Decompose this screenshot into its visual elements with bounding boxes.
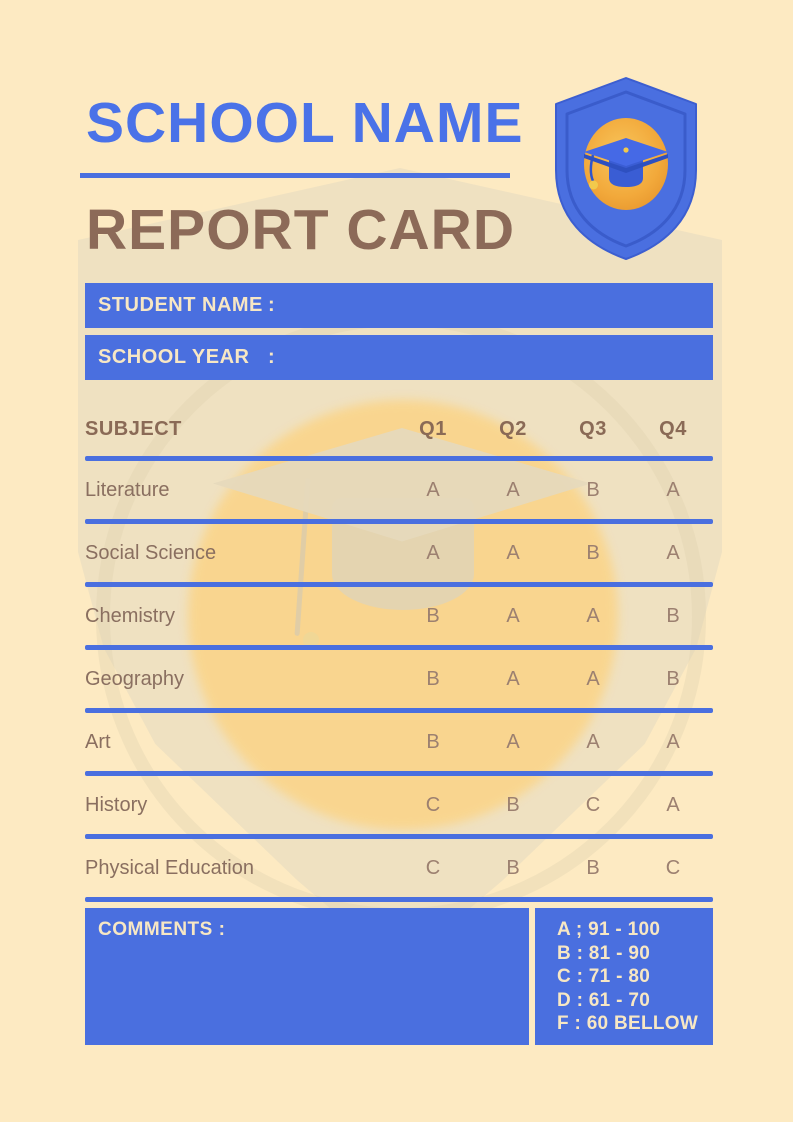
grade-cell: B bbox=[426, 667, 440, 690]
table-row bbox=[85, 461, 713, 519]
school-year-label: SCHOOL YEAR bbox=[98, 346, 250, 368]
grade-cell: A bbox=[666, 730, 680, 753]
table-bottom-divider bbox=[85, 897, 713, 902]
grade-cell: A bbox=[506, 730, 520, 753]
grade-scale-a: A ; 91 - 100 bbox=[557, 919, 661, 940]
grade-scale-box bbox=[535, 908, 713, 1045]
grade-cell: A bbox=[426, 478, 440, 501]
grade-cell: A bbox=[666, 478, 680, 501]
grade-cell: A bbox=[506, 667, 520, 690]
grade-cell: A bbox=[506, 541, 520, 564]
grade-cell: A bbox=[586, 604, 600, 627]
grade-cell: A bbox=[666, 541, 680, 564]
grade-cell: A bbox=[506, 478, 520, 501]
student-name-colon: : bbox=[268, 294, 276, 316]
title-underline bbox=[80, 173, 510, 178]
table-row bbox=[85, 776, 713, 834]
comments-box[interactable] bbox=[85, 908, 529, 1045]
school-year-bar bbox=[85, 335, 713, 380]
table-row bbox=[85, 713, 713, 771]
grade-scale-d: D : 61 - 70 bbox=[557, 989, 651, 1011]
table-row bbox=[85, 650, 713, 708]
q4-column-header: Q4 bbox=[659, 418, 687, 440]
grade-cell: B bbox=[506, 856, 520, 879]
grade-cell: A bbox=[506, 604, 520, 627]
subject-cell: Chemistry bbox=[85, 604, 176, 627]
grade-scale-f: F : 60 BELLOW bbox=[557, 1013, 699, 1034]
subject-cell: Geography bbox=[85, 667, 184, 690]
grade-cell: C bbox=[425, 856, 441, 879]
grade-scale-b: B : 81 - 90 bbox=[557, 942, 651, 964]
grade-cell: B bbox=[666, 667, 680, 690]
student-name-value[interactable] bbox=[275, 283, 713, 328]
grade-cell: B bbox=[666, 604, 680, 627]
subject-cell: Physical Education bbox=[85, 856, 254, 879]
grade-cell: B bbox=[586, 856, 600, 879]
grade-cell: B bbox=[506, 793, 520, 816]
table-header-row bbox=[85, 403, 713, 456]
table-row bbox=[85, 524, 713, 582]
school-year-value[interactable] bbox=[275, 335, 713, 380]
grade-cell: A bbox=[586, 667, 600, 690]
grade-scale-c: C : 71 - 80 bbox=[557, 966, 651, 987]
subject-cell: Social Science bbox=[85, 541, 217, 564]
q1-column-header: Q1 bbox=[419, 418, 447, 440]
comments-label: COMMENTS : bbox=[98, 919, 226, 940]
grade-cell: A bbox=[426, 541, 440, 564]
q3-column-header: Q3 bbox=[579, 418, 607, 440]
subject-cell: Literature bbox=[85, 478, 170, 501]
subject-column-header: SUBJECT bbox=[85, 418, 182, 440]
subject-cell: Art bbox=[85, 730, 111, 753]
subject-cell: History bbox=[85, 793, 148, 816]
grade-cell: A bbox=[586, 730, 600, 753]
grade-cell: C bbox=[425, 793, 441, 816]
table-row bbox=[85, 839, 713, 897]
student-name-bar bbox=[85, 283, 713, 328]
grade-cell: B bbox=[586, 541, 600, 564]
grade-cell: A bbox=[666, 793, 680, 816]
graduation-cap-badge-icon bbox=[546, 76, 706, 262]
grade-cell: C bbox=[585, 793, 601, 816]
school-name-title: SCHOOL NAME bbox=[86, 91, 524, 155]
report-card-title: REPORT CARD bbox=[86, 198, 516, 262]
student-name-label: STUDENT NAME bbox=[98, 294, 263, 316]
grades-table bbox=[85, 403, 713, 902]
grade-cell: B bbox=[426, 730, 440, 753]
grade-cell: C bbox=[665, 856, 681, 879]
table-row bbox=[85, 587, 713, 645]
grade-cell: B bbox=[426, 604, 440, 627]
school-year-colon: : bbox=[268, 346, 276, 368]
q2-column-header: Q2 bbox=[499, 418, 527, 440]
grade-cell: B bbox=[586, 478, 600, 501]
